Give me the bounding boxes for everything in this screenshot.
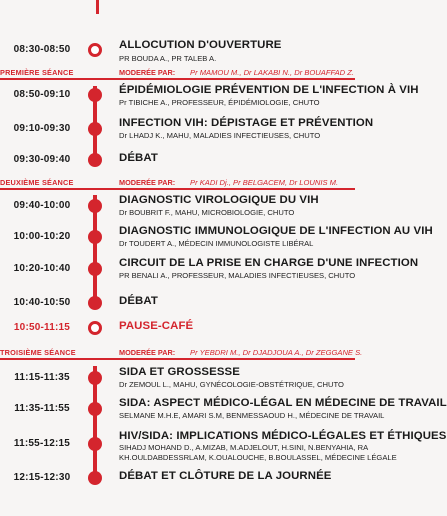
item-speakers: Pr TIBICHE A., PROFESSEUR, ÉPIDÉMIOLOGIE, CHUTO bbox=[119, 98, 320, 107]
item-title: PAUSE-CAFÉ bbox=[119, 320, 194, 332]
timeline-marker bbox=[88, 153, 102, 167]
item-title: DÉBAT ET CLÔTURE DE LA JOURNÉE bbox=[119, 470, 332, 482]
item-speakers-line2: KH.OULDABDESSRLAM, K.OUALOUCHE, B.BOULASSEL, MÉDECINE LÉGALE bbox=[119, 453, 397, 462]
item-time: 10:50-11:15 bbox=[13, 322, 71, 333]
item-time: 08:30-08:50 bbox=[13, 44, 71, 55]
item-time: 11:35-11:55 bbox=[14, 403, 70, 414]
session-header bbox=[0, 347, 400, 361]
item-speakers: Dr ZEMOUL L., MAHU, GYNÉCOLOGIE-OBSTÉTRIQUE, CHUTO bbox=[119, 380, 344, 389]
timeline-marker-ring bbox=[88, 43, 102, 57]
item-time: 09:30-09:40 bbox=[13, 154, 71, 165]
item-speakers: Dr BOUBRIT F., MAHU, MICROBIOLOGIE, CHUTO bbox=[119, 208, 295, 217]
timeline-marker bbox=[88, 88, 102, 102]
timeline-marker bbox=[88, 437, 102, 451]
item-title: ALLOCUTION D'OUVERTURE bbox=[119, 39, 282, 51]
item-time: 09:10-09:30 bbox=[13, 123, 71, 134]
item-title: DIAGNOSTIC VIROLOGIQUE DU VIH bbox=[119, 194, 319, 206]
item-time: 11:15-11:35 bbox=[14, 372, 70, 383]
session-moderators: Pr YEBDRI M., Dr DJADJOUA A., Dr ZEGGANE S. bbox=[190, 348, 363, 357]
session-label: TROISIÈME SÉANCE bbox=[0, 348, 76, 357]
timeline-marker bbox=[88, 371, 102, 385]
session-divider bbox=[0, 188, 355, 190]
item-title: DIAGNOSTIC IMMUNOLOGIQUE DE L'INFECTION AU VIH bbox=[119, 225, 433, 237]
session-moderee-label: MODERÉE PAR: bbox=[119, 68, 176, 77]
item-speakers: Dr TOUDERT A., MÉDECIN IMMUNOLOGISTE LIBÉRAL bbox=[119, 239, 314, 248]
item-time: 09:40-10:00 bbox=[13, 200, 71, 211]
item-title: SIDA ET GROSSESSE bbox=[119, 366, 240, 378]
item-speakers: PR BOUDA A., PR TALEB A. bbox=[119, 54, 217, 63]
timeline-top-line bbox=[96, 0, 99, 14]
item-time: 10:00-10:20 bbox=[13, 231, 71, 242]
timeline-marker bbox=[88, 402, 102, 416]
item-time: 08:50-09:10 bbox=[13, 89, 71, 100]
session-label: PREMIÈRE SÉANCE bbox=[0, 68, 74, 77]
session-moderee-label: MODERÉE PAR: bbox=[119, 348, 176, 357]
session-header bbox=[0, 177, 400, 191]
session-moderee-label: MODERÉE PAR: bbox=[119, 178, 176, 187]
item-title: HIV/SIDA: IMPLICATIONS MÉDICO-LÉGALES ET ÉTHIQUES bbox=[119, 430, 447, 442]
item-time: 12:15-12:30 bbox=[13, 472, 71, 483]
item-speakers: Dr LHADJ K., MAHU, MALADIES INFECTIEUSES, CHUTO bbox=[119, 131, 321, 140]
session-header bbox=[0, 67, 400, 81]
session-divider bbox=[0, 358, 355, 360]
item-title: DÉBAT bbox=[119, 152, 158, 164]
item-speakers: SIHADJ MOHAND D., A.MIZAB, M.ADJELOUT, H.SINI, N.BENYAHIA, RA bbox=[119, 443, 369, 452]
timeline-marker bbox=[88, 471, 102, 485]
timeline-marker bbox=[88, 122, 102, 136]
timeline-marker bbox=[88, 199, 102, 213]
item-title: SIDA: ASPECT MÉDICO-LÉGAL EN MÉDECINE DE TRAVAIL bbox=[119, 397, 447, 409]
timeline-marker bbox=[88, 296, 102, 310]
item-title: INFECTION VIH: DÉPISTAGE ET PRÉVENTION bbox=[119, 117, 374, 129]
item-time: 10:40-10:50 bbox=[13, 297, 71, 308]
item-time: 11:55-12:15 bbox=[13, 438, 71, 449]
item-speakers: PR BENALI A., PROFESSEUR, MALADIES INFECTIEUSES, CHUTO bbox=[119, 271, 356, 280]
timeline-marker bbox=[88, 262, 102, 276]
item-speakers: SELMANE M.H.E, AMARI S.M, BENMESSAOUD H., MÉDECINE DE TRAVAIL bbox=[119, 411, 385, 420]
item-title: ÉPIDÉMIOLOGIE PRÉVENTION DE L'INFECTION À VIH bbox=[119, 84, 419, 96]
item-title: DÉBAT bbox=[119, 295, 158, 307]
session-moderators: Pr MAMOU M., Dr LAKABI N., Dr BOUAFFAD Z. bbox=[190, 68, 354, 77]
item-title: CIRCUIT DE LA PRISE EN CHARGE D'UNE INFECTION bbox=[119, 257, 419, 269]
item-time: 10:20-10:40 bbox=[13, 263, 71, 274]
timeline-marker bbox=[88, 230, 102, 244]
session-label: DEUXIÈME SÉANCE bbox=[0, 178, 74, 187]
session-moderators: Pr KADI Dj., Pr BELGACEM, Dr LOUNIS M. bbox=[190, 178, 339, 187]
timeline-marker-ring bbox=[88, 321, 102, 335]
session-divider bbox=[0, 78, 355, 80]
